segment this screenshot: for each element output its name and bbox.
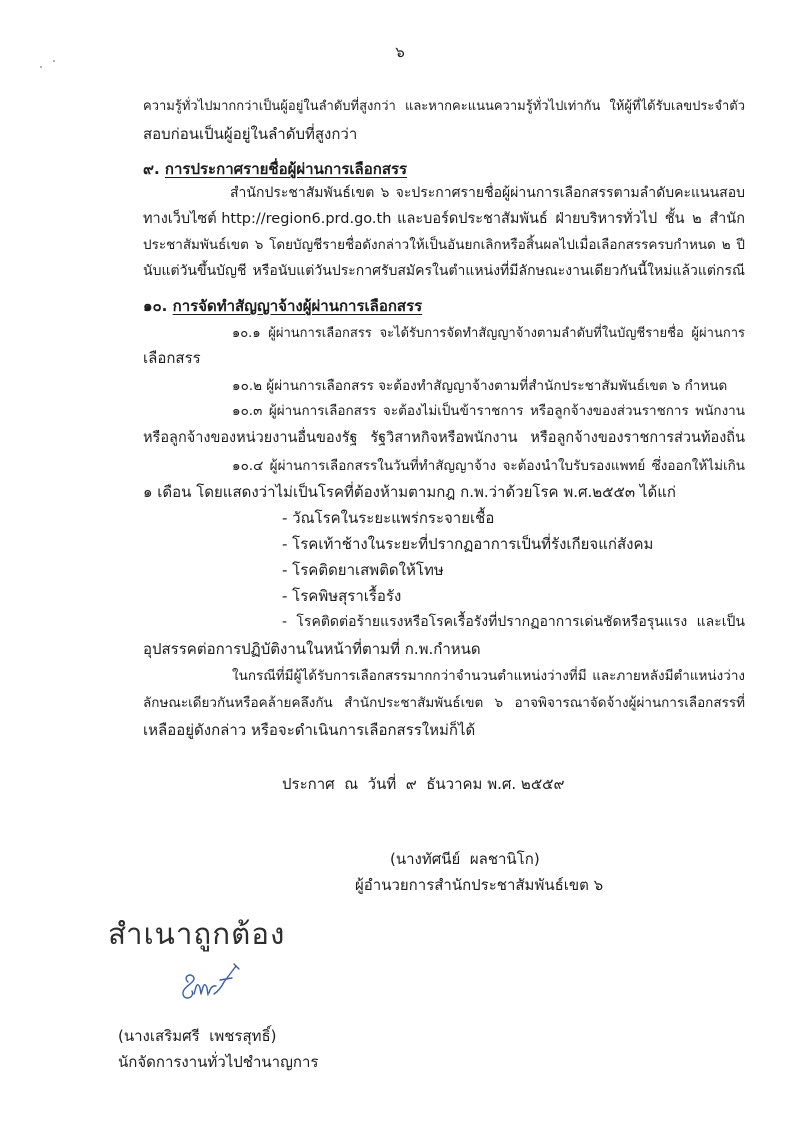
clause-10-1-line: ๑๐.๑ ผู้ผ่านการเลือกสรร จะได้รับการจัดทำสัญญาจ้างตามลำดับที่ในบัญชีรายชื่อ ผู้ผ่านการ	[232, 326, 745, 341]
closing-line: เหลืออยู่ดังกล่าว หรือจะดำเนินการเลือกสรรใหม่ก็ได้	[143, 721, 476, 739]
section-9-title: การประกาศรายชื่อผู้ผ่านการเลือกสรร	[164, 160, 408, 178]
disease-list-item: - โรคพิษสุราเรื้อรัง	[282, 587, 402, 605]
certifier-position: นักจัดการงานทั่วไปชำนาญการ	[118, 1053, 319, 1071]
certified-copy-stamp: สำเนาถูกต้อง	[108, 917, 286, 951]
closing-line: ลักษณะเดียวกันหรือคล้ายคลึงกัน สำนักประชาสัมพันธ์เขต ๖ อาจพิจารณาจัดจ้างผู้ผ่านการเลือกสรรที่	[143, 695, 745, 711]
section-9-number: ๙.	[143, 160, 160, 178]
section-9-line	[143, 206, 745, 232]
section-9-heading	[143, 156, 563, 182]
announcement-date: ประกาศ ณ วันที่ ๙ ธันวาคม พ.ศ. ๒๕๕๙	[282, 775, 565, 793]
scan-speck	[53, 60, 55, 62]
clause-10-2-line: ๑๐.๒ ผู้ผ่านการเลือกสรร จะต้องทำสัญญาจ้างตามที่สำนักประชาสัมพันธ์เขต ๖ กำหนด	[232, 378, 728, 394]
intro-line: ความรู้ทั่วไปมากกว่าเป็นผู้อยู่ในลำดับที่สูงกว่า และหากคะแนนความรู้ทั่วไปเท่ากัน ให้ผู้ที่ได้รับเลขประจำตัว	[143, 99, 745, 114]
disease-list-item: - โรคติดยาเสพติดให้โทษ	[282, 561, 444, 579]
board-text: และบอร์ดประชาสัมพันธ์ ฝ่ายบริหารทั่วไป ชั้น ๒ สำนัก	[397, 211, 745, 227]
clause-10-3-line: หรือลูกจ้างของหน่วยงานอื่นของรัฐ รัฐวิสาหกิจหรือพนักงาน หรือลูกจ้างของราชการส่วนท้องถิ่น	[143, 430, 745, 446]
clause-10-3-line: ๑๐.๓ ผู้ผ่านการเลือกสรร จะต้องไม่เป็นข้าราชการ หรือลูกจ้างของส่วนราชการ พนักงาน	[232, 403, 745, 419]
intro-line: สอบก่อนเป็นผู้อยู่ในลำดับที่สูงกว่า	[143, 125, 358, 143]
closing-line: ในกรณีที่มีผู้ได้รับการเลือกสรรมากกว่าจำนวนตำแหน่งว่างที่มี และภายหลังมีตำแหน่งว่าง	[232, 668, 745, 684]
disease-list-continuation: อุปสรรคต่อการปฏิบัติงานในหน้าที่ตามที่ ก.พ.กำหนด	[143, 640, 481, 658]
scan-speck	[40, 66, 42, 68]
website-text: ทางเว็บไซต์ http://region6.prd.go.th	[143, 211, 392, 227]
section-9-line: นับแต่วันขึ้นบัญชี หรือนับแต่วันประกาศรับสมัครในตำแหน่งที่มีลักษณะงานเดียวกันนี้ใหม่แล้วแต่กรณี	[143, 263, 745, 279]
clause-10-1-line: เลือกสรร	[143, 349, 201, 367]
page-number: ๖	[395, 43, 405, 61]
signer-full-name: (นางทัศนีย์ ผลชานิโก)	[390, 850, 540, 868]
section-10-number: ๑๐.	[143, 297, 168, 315]
section-10-title: การจัดทำสัญญาจ้างผู้ผ่านการเลือกสรร	[172, 297, 423, 315]
certifier-name: (นางเสริมศรี เพชรสุทธิ์)	[118, 1027, 277, 1045]
handwritten-signature	[176, 960, 244, 1010]
signed-line	[350, 819, 610, 845]
signer-position: ผู้อำนวยการสำนักประชาสัมพันธ์เขต ๖	[355, 876, 604, 894]
disease-list-item: - โรคเท้าช้างในระยะที่ปรากฏอาการเป็นที่รังเกียจแก่สังคม	[282, 535, 654, 553]
section-9-line: ประชาสัมพันธ์เขต ๖ โดยบัญชีรายชื่อดังกล่าวให้เป็นอันยกเลิกหรือสิ้นผลไปเมื่อเลือกสรรครบกำหนด ๒ ปี	[143, 237, 745, 253]
clause-10-4-line: ๑ เดือน โดยแสดงว่าไม่เป็นโรคที่ต้องห้ามตามกฎ ก.พ.ว่าด้วยโรค พ.ศ.๒๕๕๓ ได้แก่	[143, 483, 676, 501]
section-9-line: สำนักประชาสัมพันธ์เขต ๖ จะประกาศรายชื่อผู้ผ่านการเลือกสรรตามลำดับคะแนนสอบ	[230, 185, 745, 201]
clause-10-4-line: ๑๐.๔ ผู้ผ่านการเลือกสรรในวันที่ทำสัญญาจ้าง จะต้องนำใบรับรองแพทย์ ซึ่งออกให้ไม่เกิน	[232, 458, 745, 474]
disease-list-item: - วัณโรคในระยะแพร่กระจายเชื้อ	[282, 509, 495, 527]
section-10-heading	[143, 293, 563, 319]
disease-list-item: - โรคติดต่อร้ายแรงหรือโรคเรื้อรังที่ปรากฏอาการเด่นชัดหรือรุนแรง และเป็น	[282, 614, 745, 630]
